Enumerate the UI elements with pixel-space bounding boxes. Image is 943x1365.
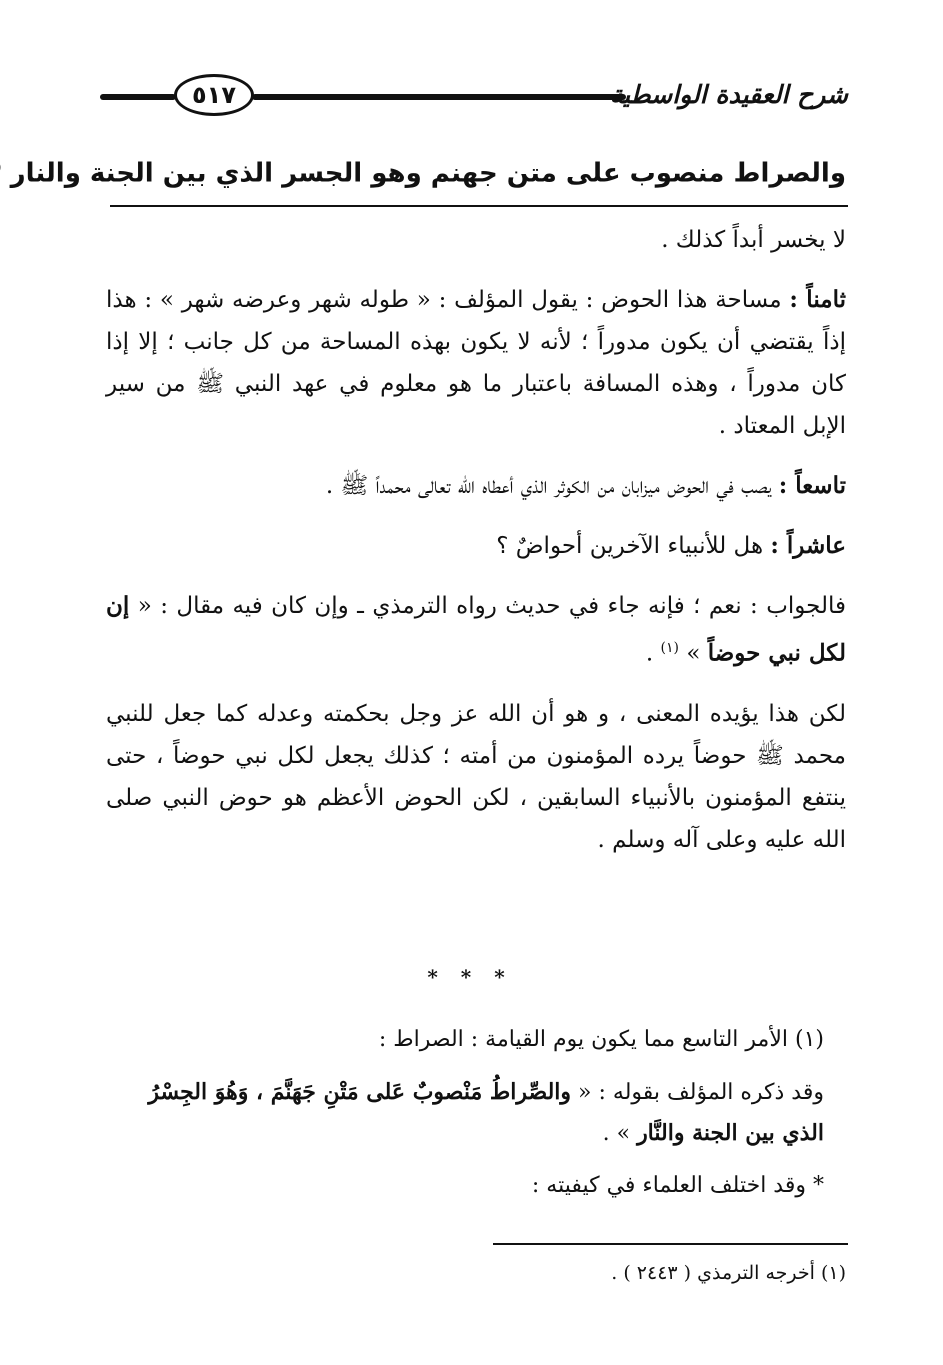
point-label: عاشراً : xyxy=(770,532,846,559)
commentary-line-3: * وقد اختلف العلماء في كيفيته : xyxy=(531,1173,824,1198)
matn-quote xyxy=(10,146,846,196)
book-title: شرح العقيدة الواسطية xyxy=(609,80,848,109)
answer-footnote-marker: (١) xyxy=(660,640,679,656)
paragraph-1: لا يخسر أبداً كذلك . xyxy=(661,227,846,253)
footnote-divider xyxy=(493,1243,848,1245)
section-separator: * * * xyxy=(427,965,513,989)
matn-footnote-marker xyxy=(0,160,2,176)
main-text xyxy=(106,219,846,879)
paragraph-tenth xyxy=(106,525,846,567)
commentary-line-2 xyxy=(106,1072,846,1154)
point-text: هل للأنبياء الآخرين أحواضٌ ؟ xyxy=(496,533,764,559)
running-header xyxy=(100,70,848,128)
matn-text: والصراط منصوب على متن جهنم وهو الجسر الذي بين الجنة والنار xyxy=(10,158,846,189)
hadith-quote: إن لكل نبي حوضاً xyxy=(106,592,846,667)
commentary-line-1: (١) الأمر التاسع مما يكون يوم القيامة : الصراط : xyxy=(378,1027,824,1052)
paragraph-eighth xyxy=(106,279,846,447)
point-text: يصب في الحوض ميزابان من الكوثر الذي أعطاه الله تعالى محمداً ﷺ . xyxy=(325,473,772,499)
point-label: تاسعاً : xyxy=(778,472,846,499)
commentary-section xyxy=(106,1020,846,1218)
header-rule-right xyxy=(252,94,626,100)
commentary-quote: والصِّراطُ مَنْصوبٌ عَلى مَتْنِ جَهَنَّمَ ، وَهُوَ الجِسْرُ الذي بين الجنة والنَّار xyxy=(148,1079,824,1146)
matn-divider xyxy=(110,205,848,207)
answer-end: . xyxy=(645,640,654,667)
footnote: (١) أخرجه الترمذي ( ٢٤٤٣ ) . xyxy=(611,1262,846,1284)
commentary-prefix: وقد ذكره المؤلف بقوله : « xyxy=(578,1080,824,1105)
quote-close: » xyxy=(686,640,701,667)
point-text: مساحة هذا الحوض : يقول المؤلف : « طوله شهر وعرضه شهر » : هذا إذاً يقتضي أن يكون مدوراً ؛ لأنه لا يكون بهذه المساحة من كل جانب ؛ إلا إذا كان مدوراً ، وهذه المسافة باعتبار ما هو معلوم في عهد النبي ﷺ من سير الإبل المعتاد . xyxy=(106,287,846,439)
page-number: ٥١٧ xyxy=(174,74,254,116)
paragraph-answer xyxy=(106,585,846,675)
commentary-suffix: » . xyxy=(602,1121,631,1146)
paragraph-conclusion: لكن هذا يؤيده المعنى ، و هو أن الله عز وجل بحكمته وعدله كما جعل للنبي محمد ﷺ حوضاً يرده المؤمنون من أمته ؛ كذلك يجعل لكل نبي حوضاً ، حتى ينتفع المؤمنون بالأنبياء السابقين ، لكن الحوض الأعظم هو حوض النبي صلى الله عليه وعلى آله وسلم . xyxy=(106,700,846,853)
paragraph-ninth xyxy=(106,465,846,507)
point-label: ثامناً : xyxy=(789,286,846,313)
header-rule-left xyxy=(100,94,176,100)
answer-text: فالجواب : نعم ؛ فإنه جاء في حديث رواه الترمذي ـ وإن كان فيه مقال : « xyxy=(137,593,847,619)
